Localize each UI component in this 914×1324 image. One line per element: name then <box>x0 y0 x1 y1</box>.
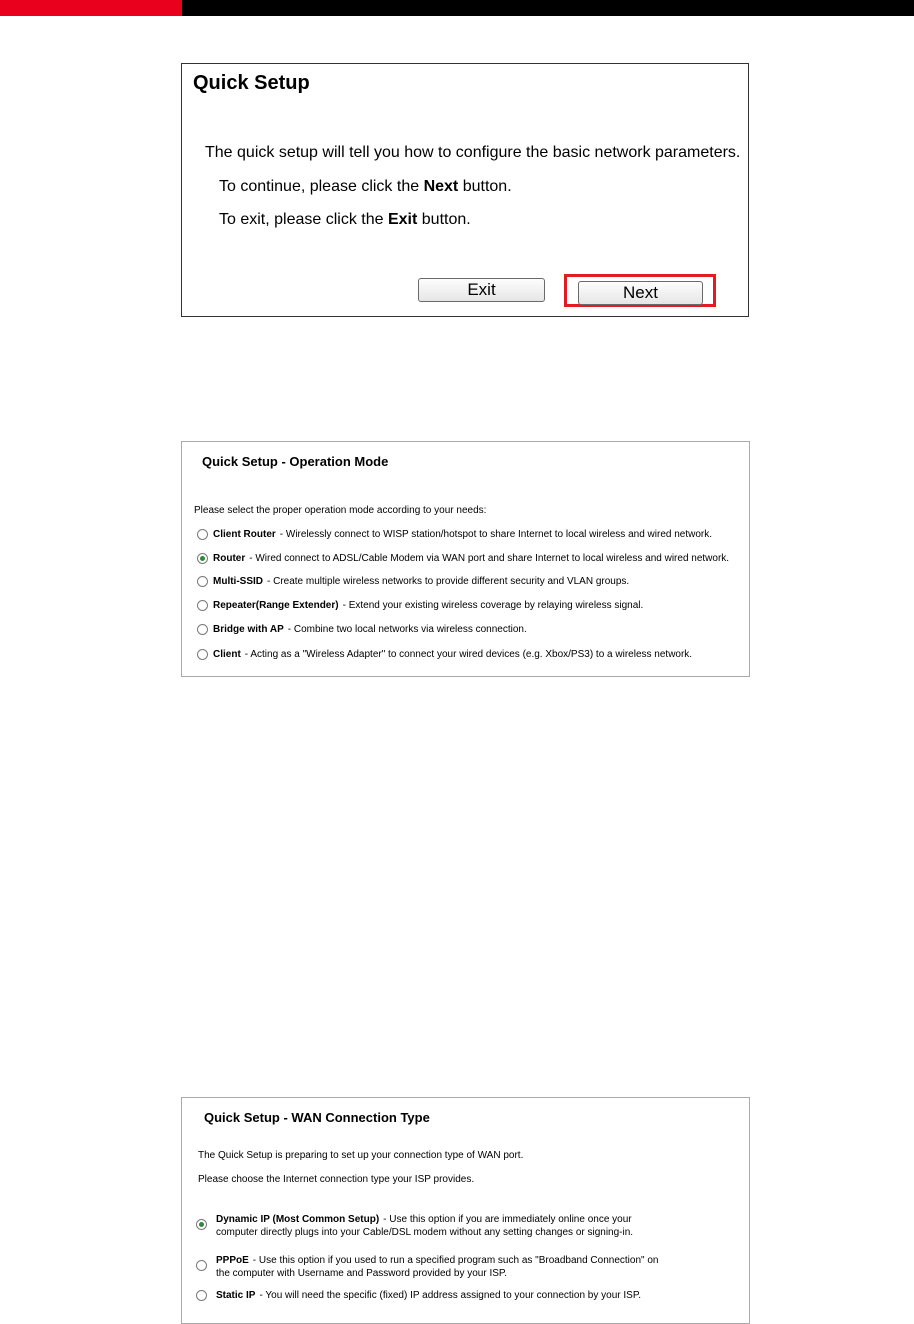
wan-option-dynamic-ip[interactable] <box>196 1213 633 1239</box>
option-label: PPPoE <box>216 1255 249 1266</box>
option-description: - Combine two local networks via wireless connection. <box>287 624 527 635</box>
operation-mode-panel <box>181 441 750 677</box>
radio-button[interactable] <box>197 576 208 587</box>
mode-option-repeater[interactable] <box>197 600 643 611</box>
wan-option-pppoe[interactable] <box>196 1254 658 1280</box>
option-description: - You will need the specific (fixed) IP address assigned to your connection by your ISP. <box>259 1290 641 1301</box>
radio-button[interactable] <box>196 1219 207 1230</box>
header-accent <box>0 0 182 16</box>
option-label: Static IP <box>216 1290 256 1301</box>
radio-button[interactable] <box>197 529 208 540</box>
option-label: Router <box>213 553 246 564</box>
panel-title: Quick Setup - WAN Connection Type <box>204 1110 430 1125</box>
option-text <box>216 1289 641 1302</box>
intro-text: The Quick Setup is preparing to set up your connection type of WAN port. <box>198 1150 524 1161</box>
next-button-highlight <box>564 274 716 307</box>
option-text <box>216 1213 633 1239</box>
intro-text: The quick setup will tell you how to configure the basic network parameters. <box>205 144 741 161</box>
radio-button[interactable] <box>197 649 208 660</box>
option-label: Client <box>213 649 241 660</box>
mode-option-router[interactable] <box>197 553 729 564</box>
mode-option-client-router[interactable] <box>197 529 712 540</box>
exit-instruction: To exit, please click the Exit button. <box>219 211 471 228</box>
option-text <box>216 1254 658 1280</box>
option-description: - Acting as a "Wireless Adapter" to connect your wired devices (e.g. Xbox/PS3) to a wireless network. <box>244 649 693 660</box>
next-button[interactable]: Next <box>578 281 703 305</box>
panel-title: Quick Setup - Operation Mode <box>202 454 389 469</box>
option-description: - Create multiple wireless networks to provide different security and VLAN groups. <box>267 576 630 587</box>
mode-option-client[interactable] <box>197 649 692 660</box>
option-description-continued: computer directly plugs into your Cable/DSL modem without any setting changes or signing-in. <box>216 1227 634 1238</box>
mode-option-bridge-with-ap[interactable] <box>197 624 527 635</box>
wan-option-static-ip[interactable] <box>196 1289 641 1302</box>
wan-connection-panel <box>181 1097 750 1324</box>
panel-title: Quick Setup <box>193 72 310 94</box>
option-description-continued: the computer with Username and Password provided by your ISP. <box>216 1268 508 1279</box>
option-description: - Use this option if you used to run a specified program such as "Broadband Connection" on <box>252 1255 659 1266</box>
instruction-text: Please choose the Internet connection type your ISP provides. <box>198 1174 475 1185</box>
option-label: Repeater(Range Extender) <box>213 600 339 611</box>
quick-setup-panel <box>181 63 749 317</box>
radio-button[interactable] <box>197 600 208 611</box>
intro-text: Please select the proper operation mode according to your needs: <box>194 505 487 516</box>
mode-option-multi-ssid[interactable] <box>197 576 629 587</box>
header-bar <box>0 0 914 16</box>
option-label: Multi-SSID <box>213 576 263 587</box>
radio-button[interactable] <box>197 624 208 635</box>
exit-button[interactable]: Exit <box>418 278 545 302</box>
radio-button[interactable] <box>197 553 208 564</box>
option-description: - Extend your existing wireless coverage by relaying wireless signal. <box>342 600 644 611</box>
option-description: - Wirelessly connect to WISP station/hotspot to share Internet to local wireless and wired network. <box>279 529 713 540</box>
option-description: - Wired connect to ADSL/Cable Modem via WAN port and share Internet to local wireless and wired network. <box>249 553 730 564</box>
continue-instruction: To continue, please click the Next button. <box>219 178 512 195</box>
option-description: - Use this option if you are immediately online once your <box>383 1214 632 1225</box>
radio-button[interactable] <box>196 1260 207 1271</box>
option-label: Dynamic IP (Most Common Setup) <box>216 1214 380 1225</box>
option-label: Client Router <box>213 529 276 540</box>
option-label: Bridge with AP <box>213 624 284 635</box>
radio-button[interactable] <box>196 1290 207 1301</box>
